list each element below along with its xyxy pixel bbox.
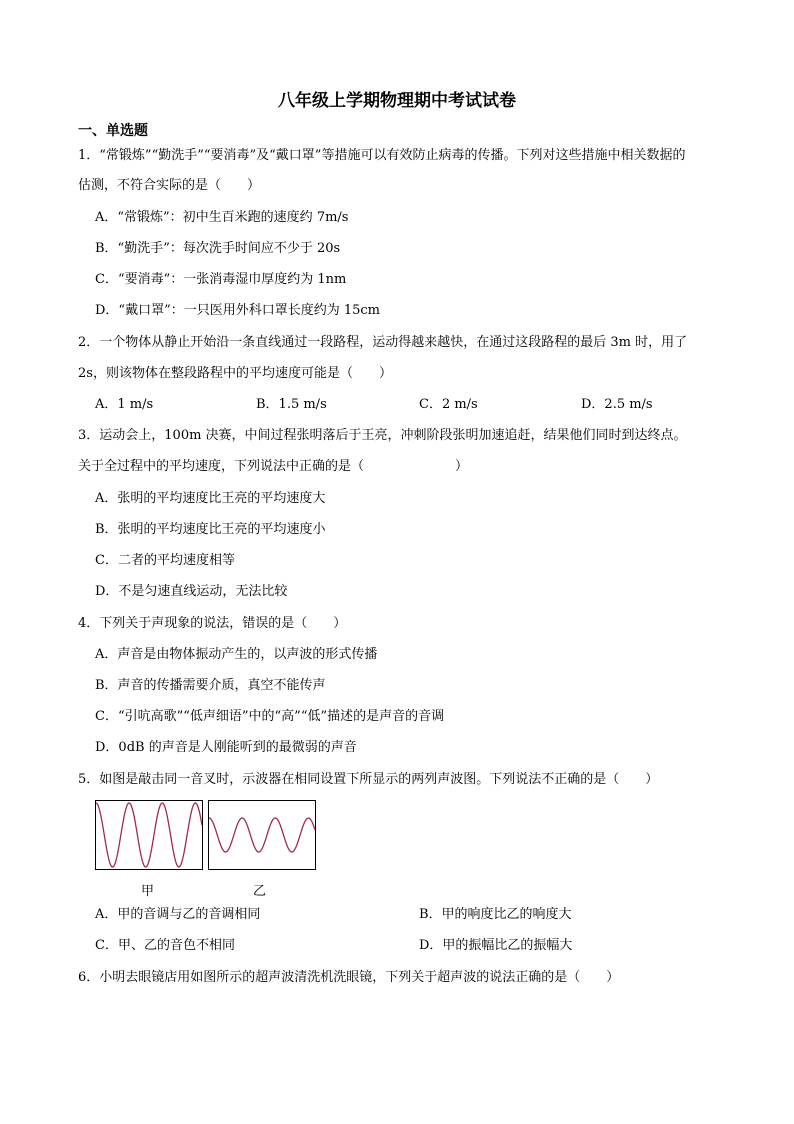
question-3-option-d: D．不是匀速直线运动，无法比较 bbox=[95, 584, 288, 599]
question-2-stem-line1: 2．一个物体从静止开始沿一条直线通过一段路程，运动得越来越快，在通过这段路程的最后 3m 时，用了 bbox=[78, 335, 688, 350]
question-4-option-d: D．0dB 的声音是人刚能听到的最微弱的声音 bbox=[95, 740, 357, 755]
waveform-yi bbox=[208, 800, 316, 870]
question-4-option-b: B．声音的传播需要介质，真空不能传声 bbox=[95, 678, 326, 693]
question-3-option-a: A．张明的平均速度比王亮的平均速度大 bbox=[95, 491, 326, 506]
question-5-option-d: D．甲的振幅比乙的振幅大 bbox=[419, 938, 573, 953]
question-3-option-b: B．张明的平均速度比王亮的平均速度小 bbox=[95, 522, 326, 537]
question-4-option-c: C．“引吭高歌”“低声细语”中的“高”“低”描述的是声音的音调 bbox=[95, 709, 445, 724]
waveform-jia-curve bbox=[96, 803, 202, 867]
question-2-stem-line2: 2s，则该物体在整段路程中的平均速度可能是（ ） bbox=[78, 366, 392, 381]
question-2-option-c: C．2 m/s bbox=[419, 397, 478, 412]
question-2-option-d: D．2.5 m/s bbox=[581, 397, 653, 412]
question-1-option-d: D．“戴口罩”：一只医用外科口罩长度约为 15cm bbox=[95, 303, 380, 318]
question-1-option-c: C．“要消毒”：一张消毒湿巾厚度约为 1nm bbox=[95, 272, 347, 287]
page-title: 八年级上学期物理期中考试试卷 bbox=[278, 91, 516, 111]
question-2-option-a: A．1 m/s bbox=[95, 397, 154, 412]
question-5-option-c: C．甲、乙的音色不相同 bbox=[95, 938, 235, 953]
question-1-option-a: A．“常锻炼”：初中生百米跑的速度约 7m/s bbox=[95, 210, 349, 225]
question-3-option-c: C．二者的平均速度相等 bbox=[95, 553, 235, 568]
section-heading: 一、单选题 bbox=[78, 123, 148, 139]
question-5-stem: 5．如图是敲击同一音叉时，示波器在相同设置下所显示的两列声波图。下列说法不正确的是（ ） bbox=[78, 772, 659, 787]
question-1-stem-line1: 1．“常锻炼”“勤洗手”“要消毒”及“戴口罩”等措施可以有效防止病毒的传播。下列对这些措施中相关数据的 bbox=[78, 148, 686, 163]
question-1-option-b: B．“勤洗手”：每次洗手时间应不少于 20s bbox=[95, 241, 341, 256]
waveform-jia bbox=[95, 800, 203, 870]
question-4-option-a: A．声音是由物体振动产生的，以声波的形式传播 bbox=[95, 647, 378, 662]
question-3-stem-line1: 3．运动会上，100m 决赛，中间过程张明落后于王亮，冲刺阶段张明加速追赶，结果他们同时到达终点。 bbox=[78, 428, 687, 443]
waveform-yi-curve bbox=[209, 818, 315, 852]
question-5-option-a: A．甲的音调与乙的音调相同 bbox=[95, 907, 261, 922]
question-4-stem: 4．下列关于声现象的说法，错误的是（ ） bbox=[78, 616, 347, 631]
question-5-option-b: B．甲的响度比乙的响度大 bbox=[419, 907, 572, 922]
question-3-stem-line2: 关于全过程中的平均速度，下列说法中正确的是（ ） bbox=[78, 459, 469, 474]
question-1-stem-line2: 估测，不符合实际的是（ ） bbox=[78, 178, 261, 193]
figure-label-yi: 乙 bbox=[253, 884, 267, 899]
question-6-stem: 6．小明去眼镜店用如图所示的超声波清洗机洗眼镜，下列关于超声波的说法正确的是（ ） bbox=[78, 970, 620, 985]
question-2-option-b: B．1.5 m/s bbox=[256, 397, 327, 412]
figure-label-jia: 甲 bbox=[141, 884, 155, 899]
